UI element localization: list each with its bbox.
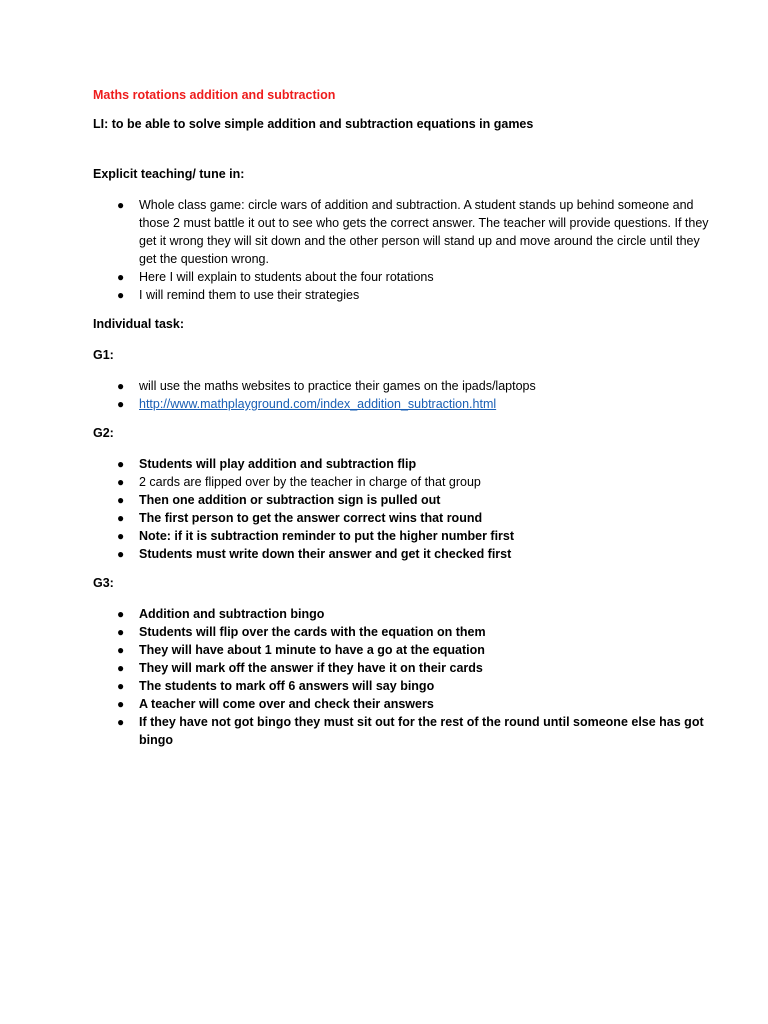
list-item: ● will use the maths websites to practice their games on the ipads/laptops: [117, 379, 536, 393]
bullet-icon: ●: [117, 379, 125, 393]
bullet-icon: ●: [117, 475, 125, 489]
bullet-icon: ●: [117, 270, 125, 284]
bullet-icon: ●: [117, 547, 125, 561]
list-item: ● If they have not got bingo they must sit out for the rest of the round until someone else has got bingo: [117, 715, 704, 747]
learning-intention: LI: to be able to solve simple addition and subtraction equations in games: [93, 117, 534, 131]
bullet-icon: ●: [117, 643, 125, 657]
g2-list: [93, 455, 713, 563]
g2-heading: G2:: [93, 426, 114, 440]
g3-heading: G3:: [93, 576, 114, 590]
document-page: [93, 86, 713, 749]
list-item: [93, 395, 713, 413]
g1-list: [93, 377, 713, 413]
list-item: ● Students will flip over the cards with the equation on them: [117, 625, 486, 639]
individual-task-heading: Individual task:: [93, 317, 184, 331]
explicit-teaching-heading: Explicit teaching/ tune in:: [93, 167, 245, 181]
bullet-icon: ●: [117, 607, 125, 621]
bullet-icon: ●: [117, 288, 125, 302]
list-item: ● I will remind them to use their strategies: [117, 288, 360, 302]
list-item: ● A teacher will come over and check their answers: [117, 697, 434, 711]
page-title: Maths rotations addition and subtraction: [93, 88, 336, 102]
bullet-icon: ●: [117, 715, 125, 729]
list-item: ● They will have about 1 minute to have a go at the equation: [117, 643, 485, 657]
bullet-icon: ●: [117, 397, 125, 411]
g3-list: [93, 605, 713, 749]
bullet-icon: ●: [117, 198, 125, 212]
bullet-icon: ●: [117, 625, 125, 639]
list-item: ● Addition and subtraction bingo: [117, 607, 325, 621]
g1-heading: G1:: [93, 348, 114, 362]
list-item: ● The first person to get the answer correct wins that round: [117, 511, 483, 525]
list-item: ● Here I will explain to students about the four rotations: [117, 270, 434, 284]
list-item: ● 2 cards are flipped over by the teacher in charge of that group: [117, 475, 481, 489]
list-item: ● Students will play addition and subtraction flip: [117, 457, 417, 471]
bullet-icon: ●: [117, 529, 125, 543]
bullet-icon: ●: [117, 679, 125, 693]
bullet-icon: ●: [117, 697, 125, 711]
bullet-icon: ●: [117, 493, 125, 507]
list-item: ● Then one addition or subtraction sign is pulled out: [117, 493, 441, 507]
list-item: ● The students to mark off 6 answers will say bingo: [117, 679, 435, 693]
list-item: ● They will mark off the answer if they have it on their cards: [117, 661, 483, 675]
bullet-icon: ●: [117, 661, 125, 675]
list-item: ● Whole class game: circle wars of addition and subtraction. A student stands up behind someone and those 2 must battle it out to see who gets the correct answer. The teacher will provide questions. If they get it wrong they will sit down and the other person will stand up and move around the circle until they get the question wrong.: [117, 198, 709, 266]
explicit-teaching-list: [93, 196, 713, 304]
bullet-icon: ●: [117, 457, 125, 471]
list-item: ● Note: if it is subtraction reminder to put the higher number first: [117, 529, 515, 543]
mathplayground-link[interactable]: http://www.mathplayground.com/index_addition_subtraction.html: [139, 397, 497, 411]
list-item: ● Students must write down their answer and get it checked first: [117, 547, 512, 561]
bullet-icon: ●: [117, 511, 125, 525]
